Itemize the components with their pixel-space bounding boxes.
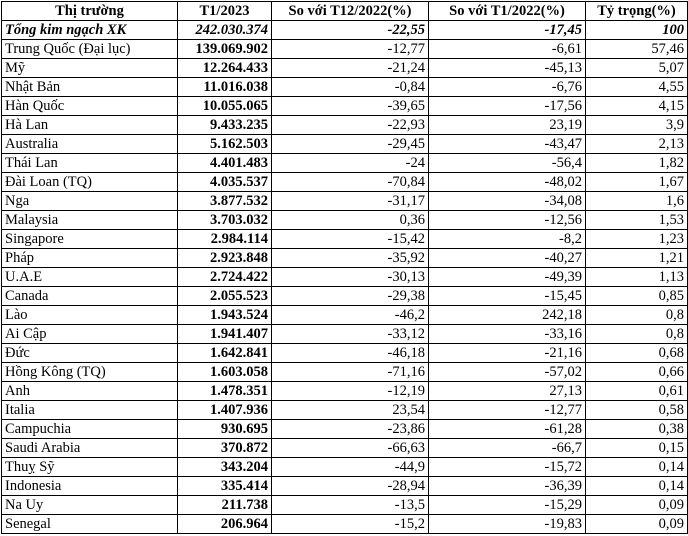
cell-market: Đức xyxy=(2,344,178,363)
cell-market: Lào xyxy=(2,306,178,325)
cell-vs-previous-month: -28,94 xyxy=(272,477,429,496)
cell-vs-previous-month: -12,77 xyxy=(272,40,429,59)
table-row xyxy=(2,401,688,420)
cell-share: 5,07 xyxy=(586,59,688,78)
cell-share: 2,13 xyxy=(586,135,688,154)
cell-market: Nhật Bản xyxy=(2,78,178,97)
cell-vs-same-month-last-year: -19,83 xyxy=(429,515,586,534)
header-vs-same-month-last-year: So với T1/2022(%) xyxy=(429,2,586,21)
total-vs-previous-month: -22,55 xyxy=(272,21,429,40)
header-share: Tỷ trọng(%) xyxy=(586,2,688,21)
cell-market: Nga xyxy=(2,192,178,211)
cell-share: 1,82 xyxy=(586,154,688,173)
cell-vs-same-month-last-year: 27,13 xyxy=(429,382,586,401)
total-label: Tổng kim ngạch XK xyxy=(2,21,178,40)
cell-market: Saudi Arabia xyxy=(2,439,178,458)
cell-market: Pháp xyxy=(2,249,178,268)
header-value: T1/2023 xyxy=(178,2,272,21)
cell-vs-previous-month: -30,13 xyxy=(272,268,429,287)
cell-share: 1,13 xyxy=(586,268,688,287)
cell-vs-same-month-last-year: -8,2 xyxy=(429,230,586,249)
cell-market: U.A.E xyxy=(2,268,178,287)
table-row xyxy=(2,249,688,268)
cell-value: 12.264.433 xyxy=(178,59,272,78)
cell-share: 0,85 xyxy=(586,287,688,306)
cell-market: Hà Lan xyxy=(2,116,178,135)
table-row xyxy=(2,192,688,211)
export-market-table xyxy=(1,1,688,534)
cell-value: 206.964 xyxy=(178,515,272,534)
cell-market: Thuỵ Sỹ xyxy=(2,458,178,477)
cell-share: 1,23 xyxy=(586,230,688,249)
cell-share: 0,61 xyxy=(586,382,688,401)
cell-vs-same-month-last-year: -40,27 xyxy=(429,249,586,268)
cell-vs-previous-month: -0,84 xyxy=(272,78,429,97)
header-vs-previous-month: So với T12/2022(%) xyxy=(272,2,429,21)
cell-vs-same-month-last-year: -12,77 xyxy=(429,401,586,420)
cell-value: 2.055.523 xyxy=(178,287,272,306)
table-row xyxy=(2,420,688,439)
cell-vs-same-month-last-year: -61,28 xyxy=(429,420,586,439)
cell-market: Ai Cập xyxy=(2,325,178,344)
cell-market: Italia xyxy=(2,401,178,420)
cell-vs-previous-month: -46,18 xyxy=(272,344,429,363)
cell-vs-same-month-last-year: -6,76 xyxy=(429,78,586,97)
cell-vs-same-month-last-year: 23,19 xyxy=(429,116,586,135)
table-row xyxy=(2,382,688,401)
cell-vs-previous-month: -22,93 xyxy=(272,116,429,135)
cell-market: Senegal xyxy=(2,515,178,534)
cell-share: 0,68 xyxy=(586,344,688,363)
cell-share: 4,15 xyxy=(586,97,688,116)
cell-market: Australia xyxy=(2,135,178,154)
cell-share: 1,21 xyxy=(586,249,688,268)
cell-vs-same-month-last-year: -15,72 xyxy=(429,458,586,477)
cell-share: 0,66 xyxy=(586,363,688,382)
cell-value: 4.035.537 xyxy=(178,173,272,192)
cell-vs-previous-month: -31,17 xyxy=(272,192,429,211)
cell-value: 343.204 xyxy=(178,458,272,477)
table-row xyxy=(2,439,688,458)
cell-share: 1,67 xyxy=(586,173,688,192)
total-row xyxy=(2,21,688,40)
cell-vs-same-month-last-year: -56,4 xyxy=(429,154,586,173)
cell-share: 0,38 xyxy=(586,420,688,439)
cell-vs-same-month-last-year: -17,56 xyxy=(429,97,586,116)
cell-share: 4,55 xyxy=(586,78,688,97)
cell-vs-previous-month: -39,65 xyxy=(272,97,429,116)
cell-market: Canada xyxy=(2,287,178,306)
cell-share: 0,09 xyxy=(586,515,688,534)
table-row xyxy=(2,268,688,287)
cell-market: Campuchia xyxy=(2,420,178,439)
cell-vs-previous-month: -66,63 xyxy=(272,439,429,458)
cell-value: 335.414 xyxy=(178,477,272,496)
cell-market: Malaysia xyxy=(2,211,178,230)
table-row xyxy=(2,458,688,477)
cell-share: 3,9 xyxy=(586,116,688,135)
cell-share: 0,09 xyxy=(586,496,688,515)
cell-vs-previous-month: -15,42 xyxy=(272,230,429,249)
cell-vs-previous-month: -46,2 xyxy=(272,306,429,325)
table-row xyxy=(2,287,688,306)
cell-vs-previous-month: -15,2 xyxy=(272,515,429,534)
table-row xyxy=(2,78,688,97)
cell-vs-same-month-last-year: -12,56 xyxy=(429,211,586,230)
cell-market: Thái Lan xyxy=(2,154,178,173)
cell-vs-previous-month: -44,9 xyxy=(272,458,429,477)
table-row xyxy=(2,59,688,78)
cell-value: 3.703.032 xyxy=(178,211,272,230)
cell-value: 2.984.114 xyxy=(178,230,272,249)
cell-value: 211.738 xyxy=(178,496,272,515)
cell-vs-same-month-last-year: -48,02 xyxy=(429,173,586,192)
table-row xyxy=(2,135,688,154)
cell-market: Anh xyxy=(2,382,178,401)
table-row xyxy=(2,496,688,515)
table-header-row xyxy=(2,2,688,21)
cell-value: 2.724.422 xyxy=(178,268,272,287)
cell-value: 1.603.058 xyxy=(178,363,272,382)
cell-value: 1.642.841 xyxy=(178,344,272,363)
cell-share: 0,8 xyxy=(586,325,688,344)
cell-value: 370.872 xyxy=(178,439,272,458)
cell-vs-same-month-last-year: -33,16 xyxy=(429,325,586,344)
cell-share: 57,46 xyxy=(586,40,688,59)
table-row xyxy=(2,97,688,116)
cell-value: 1.407.936 xyxy=(178,401,272,420)
cell-vs-previous-month: 0,36 xyxy=(272,211,429,230)
cell-vs-same-month-last-year: 242,18 xyxy=(429,306,586,325)
cell-share: 0,14 xyxy=(586,458,688,477)
cell-value: 1.478.351 xyxy=(178,382,272,401)
cell-value: 4.401.483 xyxy=(178,154,272,173)
cell-vs-same-month-last-year: -15,45 xyxy=(429,287,586,306)
cell-share: 1,53 xyxy=(586,211,688,230)
cell-vs-same-month-last-year: -43,47 xyxy=(429,135,586,154)
cell-market: Mỹ xyxy=(2,59,178,78)
cell-vs-same-month-last-year: -6,61 xyxy=(429,40,586,59)
table-row xyxy=(2,154,688,173)
table-row xyxy=(2,363,688,382)
cell-market: Hồng Kông (TQ) xyxy=(2,363,178,382)
header-market: Thị trường xyxy=(2,2,178,21)
cell-value: 139.069.902 xyxy=(178,40,272,59)
cell-market: Đài Loan (TQ) xyxy=(2,173,178,192)
cell-vs-previous-month: -23,86 xyxy=(272,420,429,439)
cell-value: 5.162.503 xyxy=(178,135,272,154)
cell-vs-previous-month: -35,92 xyxy=(272,249,429,268)
cell-value: 2.923.848 xyxy=(178,249,272,268)
cell-vs-same-month-last-year: -57,02 xyxy=(429,363,586,382)
cell-vs-previous-month: -12,19 xyxy=(272,382,429,401)
cell-vs-previous-month: -70,84 xyxy=(272,173,429,192)
cell-vs-previous-month: -13,5 xyxy=(272,496,429,515)
cell-share: 0,14 xyxy=(586,477,688,496)
cell-vs-same-month-last-year: -66,7 xyxy=(429,439,586,458)
cell-market: Hàn Quốc xyxy=(2,97,178,116)
cell-share: 0,15 xyxy=(586,439,688,458)
cell-value: 930.695 xyxy=(178,420,272,439)
cell-vs-previous-month: -21,24 xyxy=(272,59,429,78)
cell-value: 11.016.038 xyxy=(178,78,272,97)
cell-vs-previous-month: -29,38 xyxy=(272,287,429,306)
cell-value: 10.055.065 xyxy=(178,97,272,116)
total-value: 242.030.374 xyxy=(178,21,272,40)
table-row xyxy=(2,116,688,135)
cell-market: Indonesia xyxy=(2,477,178,496)
table-row xyxy=(2,306,688,325)
total-vs-same-month-last-year: -17,45 xyxy=(429,21,586,40)
cell-market: Singapore xyxy=(2,230,178,249)
cell-vs-same-month-last-year: -45,13 xyxy=(429,59,586,78)
total-share: 100 xyxy=(586,21,688,40)
cell-market: Trung Quốc (Đại lục) xyxy=(2,40,178,59)
cell-value: 9.433.235 xyxy=(178,116,272,135)
cell-market: Na Uy xyxy=(2,496,178,515)
cell-vs-same-month-last-year: -15,29 xyxy=(429,496,586,515)
table-row xyxy=(2,325,688,344)
cell-vs-same-month-last-year: -36,39 xyxy=(429,477,586,496)
table-row xyxy=(2,477,688,496)
cell-value: 3.877.532 xyxy=(178,192,272,211)
cell-vs-previous-month: -71,16 xyxy=(272,363,429,382)
cell-value: 1.941.407 xyxy=(178,325,272,344)
table-row xyxy=(2,40,688,59)
cell-vs-same-month-last-year: -34,08 xyxy=(429,192,586,211)
table-row xyxy=(2,173,688,192)
cell-vs-same-month-last-year: -49,39 xyxy=(429,268,586,287)
cell-vs-same-month-last-year: -21,16 xyxy=(429,344,586,363)
table-row xyxy=(2,211,688,230)
table-row xyxy=(2,515,688,534)
cell-vs-previous-month: -24 xyxy=(272,154,429,173)
cell-value: 1.943.524 xyxy=(178,306,272,325)
table-row xyxy=(2,230,688,249)
cell-share: 0,58 xyxy=(586,401,688,420)
cell-share: 0,8 xyxy=(586,306,688,325)
table-row xyxy=(2,344,688,363)
cell-vs-previous-month: -29,45 xyxy=(272,135,429,154)
cell-vs-previous-month: -33,12 xyxy=(272,325,429,344)
cell-share: 1,6 xyxy=(586,192,688,211)
cell-vs-previous-month: 23,54 xyxy=(272,401,429,420)
